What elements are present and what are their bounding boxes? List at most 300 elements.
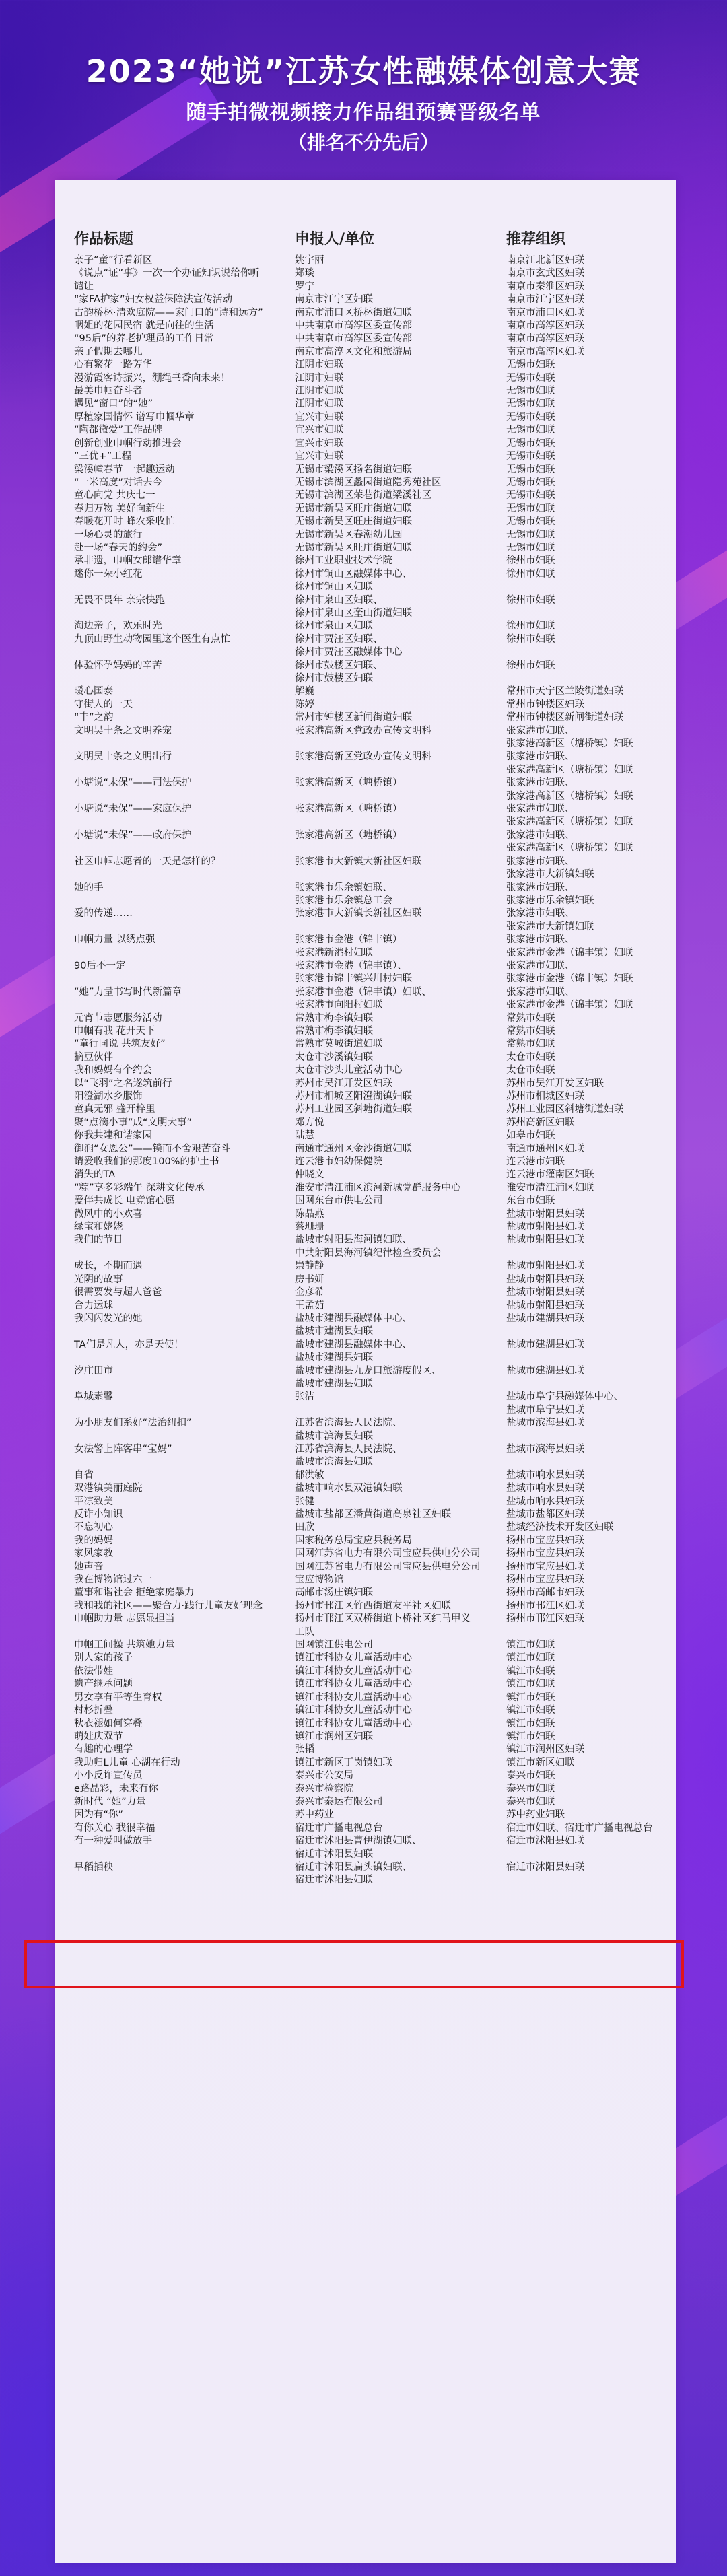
cell-title: 我闪闪发光的她: [74, 1313, 143, 1324]
cell-organization: 无锡市妇联: [506, 529, 555, 541]
cell-organization: [506, 1848, 674, 1861]
table-row: [55, 1247, 676, 1260]
table-row: [55, 568, 676, 581]
cell-applicant: 徐州市泉山区妇联: [295, 621, 373, 632]
table-row: [55, 660, 676, 672]
table-row: [55, 1508, 676, 1521]
cell-applicant: [295, 868, 506, 881]
table-row: [55, 1117, 676, 1129]
cell-applicant: 泰兴市公安局: [295, 1770, 353, 1782]
cell-title: 厚植家国情怀 谱写巾帼华章: [74, 411, 195, 423]
cell-organization: 苏州工业园区斜塘街道妇联: [506, 1104, 623, 1115]
table-row: [55, 1561, 676, 1574]
cell-organization: 南京市高淳区妇联: [506, 346, 584, 357]
table-row: [55, 1626, 676, 1639]
table-row: [55, 398, 676, 411]
cell-organization: 无锡市妇联: [506, 490, 555, 501]
cell-organization: 宿迁市沭阳县妇联: [506, 1836, 584, 1847]
cell-applicant: 国网镇江供电公司: [295, 1640, 373, 1651]
cell-applicant: 张家港高新区（塘桥镇）: [295, 804, 403, 815]
cell-title: “95后”的养老护理员的工作日常: [74, 333, 214, 345]
cell-title: [55, 672, 295, 685]
cell-applicant: 镇江市新区丁岗镇妇联: [295, 1757, 392, 1768]
cell-applicant: 无锡市梁溪区扬名街道妇联: [295, 464, 412, 475]
cell-organization: 宿迁市妇联、宿迁市广播电视总台: [506, 1822, 653, 1834]
cell-title: 消失的TA: [74, 1169, 116, 1181]
table-row: [55, 555, 676, 567]
cell-title: 我和妈妈有个约会: [74, 1065, 152, 1076]
cell-title: 别人家的孩子: [74, 1652, 133, 1664]
cell-organization: 太仓市妇联: [506, 1065, 555, 1076]
cell-applicant: 江阴市妇联: [295, 398, 344, 410]
cell-title: 你我共建和谐家园: [74, 1130, 152, 1142]
table-row: [55, 751, 676, 763]
table-row: [55, 385, 676, 398]
cell-organization: 无锡市妇联: [506, 438, 555, 449]
table-row: [55, 281, 676, 293]
cell-title: 因为有“你”: [74, 1809, 124, 1821]
cell-organization: 连云港市妇联: [506, 1156, 565, 1168]
cell-organization: 张家港高新区（塘桥镇）妇联: [506, 816, 633, 828]
table-row: [55, 1692, 676, 1704]
table-row: [55, 424, 676, 437]
cell-applicant: 泰兴市检察院: [295, 1783, 353, 1795]
cell-title: 我们的节日: [74, 1234, 123, 1246]
cell-organization: 盐城市阜宁县融媒体中心、: [506, 1391, 623, 1403]
cell-title: [55, 999, 295, 1012]
cell-organization: 张家港市妇联、: [506, 986, 575, 998]
cell-applicant: 南通市通州区金沙街道妇联: [295, 1143, 412, 1154]
cell-organization: 苏中药业妇联: [506, 1809, 565, 1821]
cell-applicant: 中共射阳县海河镇纪律检查委员会: [295, 1247, 442, 1259]
cell-title: 村杉折叠: [74, 1705, 113, 1716]
cell-applicant: 高邮市汤庄镇妇联: [295, 1587, 373, 1599]
cell-title: [55, 973, 295, 985]
table-row: [55, 1718, 676, 1731]
cell-organization: 徐州市妇联: [506, 568, 555, 580]
cell-title: 新时代 “她”力量: [74, 1796, 146, 1807]
table-row: [55, 1417, 676, 1430]
cell-applicant: 镇江市科协女儿童活动中心: [295, 1652, 412, 1664]
table-row: [55, 1391, 676, 1403]
table-row: [55, 934, 676, 946]
table-row: [55, 1313, 676, 1325]
cell-title: 小塘说“未保”——司法保护: [74, 777, 192, 789]
cell-applicant: 张家港新港村妇联: [295, 947, 373, 959]
cell-organization: 张家港市大新镇妇联: [506, 921, 594, 932]
cell-organization: 徐州市妇联: [506, 555, 555, 567]
cell-applicant: 镇江市科协女儿童活动中心: [295, 1705, 412, 1716]
cell-applicant: [295, 738, 506, 751]
table-row: [55, 1078, 676, 1090]
cell-applicant: [295, 790, 506, 803]
cell-organization: [506, 646, 674, 659]
table-row: [55, 1496, 676, 1508]
cell-organization: 镇江市妇联: [506, 1679, 555, 1690]
cell-organization: 扬州市宝应县妇联: [506, 1548, 584, 1560]
cell-applicant: 张家港市向阳村妇联: [295, 1000, 383, 1011]
cell-title: 爱伴共成长 电竞馆心愿: [74, 1195, 175, 1207]
cell-organization: 盐城市射阳县妇联: [506, 1300, 584, 1311]
table-row: [55, 1064, 676, 1077]
cell-title: 迷你一朵小红花: [74, 568, 143, 580]
table-row: [55, 1169, 676, 1181]
table-row: [55, 464, 676, 477]
cell-organization: 张家港市妇联、: [506, 725, 575, 736]
cell-title: 为小朋友们系好“法治纽扣”: [74, 1418, 192, 1429]
cell-title: “童行同说 共筑友好”: [74, 1039, 166, 1050]
table-row: [55, 1195, 676, 1208]
cell-applicant: 无锡市新吴区旺庄街道妇联: [295, 516, 412, 528]
cell-title: 很需要发与超人爸爸: [74, 1287, 162, 1298]
cell-applicant: 盐城市建湖县融媒体中心、: [295, 1313, 412, 1324]
cell-applicant: 姚宇丽: [295, 255, 324, 266]
cell-applicant: 徐州市鼓楼区妇联: [295, 673, 373, 684]
table-row: [55, 711, 676, 724]
table-row: [55, 1221, 676, 1234]
cell-organization: 盐城市射阳县妇联: [506, 1261, 584, 1272]
table-row: [55, 895, 676, 907]
cell-title: 巾帼工间操 共筑她力量: [74, 1640, 175, 1651]
table-row: [55, 1325, 676, 1338]
cell-applicant: 张家港市乐余镇总工会: [295, 895, 392, 906]
cell-title: 有趣的心理学: [74, 1744, 133, 1755]
table-row: [55, 1038, 676, 1051]
cell-applicant: 扬州市邗江区双桥街道卜桥社区红马甲义: [295, 1613, 471, 1625]
cell-organization: 盐城市建湖县妇联: [506, 1313, 584, 1324]
cell-applicant: 南京市高淳区文化和旅游局: [295, 346, 412, 357]
cell-title: [55, 1404, 295, 1417]
table-row: [55, 1469, 676, 1482]
table-row: [55, 542, 676, 555]
table-row: [55, 620, 676, 633]
table-row: [55, 764, 676, 777]
cell-applicant: 常熟市梅李镇妇联: [295, 1025, 373, 1037]
cell-organization: 盐城市射阳县妇联: [506, 1287, 584, 1298]
cell-title: “三优+”工程: [74, 451, 132, 462]
cell-title: [55, 607, 295, 620]
table-row: [55, 1639, 676, 1652]
cell-title: 她的手: [74, 882, 104, 893]
table-row: [55, 1143, 676, 1156]
cell-organization: 镇江市妇联: [506, 1705, 555, 1716]
cell-title: 我和我的社区——聚合力·践行儿童友好理念: [74, 1600, 263, 1611]
table-row: [55, 359, 676, 372]
cell-title: 遇见“窗口”的“她”: [74, 398, 153, 410]
cell-applicant: 工队: [295, 1626, 314, 1638]
cell-applicant: 苏中药业: [295, 1809, 334, 1821]
cell-organization: 扬州市宝应县妇联: [506, 1574, 584, 1586]
cell-applicant: 徐州市铜山区妇联: [295, 582, 373, 593]
cell-title: [55, 868, 295, 881]
cell-title: 董事和谐社会 拒绝家庭暴力: [74, 1587, 195, 1599]
table-row: [55, 307, 676, 320]
table-row: [55, 1286, 676, 1299]
cell-title: [55, 646, 295, 659]
cell-organization: 常州市钟楼区妇联: [506, 699, 584, 710]
table-row: [55, 1861, 676, 1874]
table-row: [55, 1025, 676, 1038]
cell-organization: [506, 1247, 674, 1260]
cell-organization: 苏州高新区妇联: [506, 1117, 575, 1128]
cell-applicant: 张家港市金港（锦丰镇）妇联、: [295, 986, 431, 998]
cell-title: 我的妈妈: [74, 1535, 113, 1546]
cell-applicant: 盐城市建湖县妇联: [295, 1378, 373, 1389]
table-row: [55, 1822, 676, 1835]
cell-applicant: 仲晓文: [295, 1169, 324, 1181]
page-title: 2023“她说”江苏女性融媒体创意大赛: [85, 53, 642, 90]
table-body: [55, 254, 676, 1887]
cell-organization: 南京市玄武区妇联: [506, 268, 584, 279]
cell-applicant: 连云港市妇幼保健院: [295, 1156, 383, 1168]
cell-title: “陶都微爱”工作品牌: [74, 425, 163, 436]
table-row: [55, 529, 676, 542]
cell-title: e路晶彩，未来有你: [74, 1783, 158, 1795]
cell-organization: 徐州市妇联: [506, 594, 555, 606]
cell-applicant: 国网江苏省电力有限公司宝应县供电分公司: [295, 1561, 481, 1572]
cell-title: [55, 1848, 295, 1861]
cell-organization: 张家港高新区（塘桥镇）妇联: [506, 764, 633, 775]
table-row: [55, 1704, 676, 1717]
table-row: [55, 960, 676, 973]
table-row: [55, 411, 676, 424]
table-row: [55, 999, 676, 1012]
cell-organization: 常熟市妇联: [506, 1025, 555, 1037]
cell-title: [55, 581, 295, 594]
cell-title: 有你关心 我很幸福: [74, 1822, 155, 1834]
cell-applicant: 房书妍: [295, 1274, 324, 1285]
cell-applicant: 张家港高新区（塘桥镇）: [295, 777, 403, 789]
table-row: [55, 1012, 676, 1025]
results-table: [55, 180, 676, 2563]
cell-organization: 盐城市响水县妇联: [506, 1469, 584, 1481]
cell-title: 小塘说“未保”——家庭保护: [74, 804, 192, 815]
cell-applicant: 国网东台市供电公司: [295, 1195, 383, 1207]
column-header-applicant: 申报人/单位: [295, 231, 375, 248]
cell-title: 巾帼有我 花开天下: [74, 1025, 155, 1037]
cell-organization: 常熟市妇联: [506, 1039, 555, 1050]
cell-organization: 徐州市妇联: [506, 660, 555, 671]
cell-organization: 盐城市响水县妇联: [506, 1496, 584, 1507]
table-row: [55, 1678, 676, 1691]
cell-applicant: 宿迁市沭阳县妇联: [295, 1848, 373, 1860]
cell-organization: 南通市通州区妇联: [506, 1143, 584, 1154]
cell-title: 平凉致美: [74, 1496, 113, 1507]
cell-organization: 南京江北新区妇联: [506, 255, 584, 266]
cell-applicant: [295, 764, 506, 777]
table-row: [55, 1129, 676, 1142]
cell-title: 小小反诈宣传员: [74, 1770, 143, 1782]
column-header-title: 作品标题: [74, 231, 134, 248]
cell-organization: 苏州市相城区妇联: [506, 1091, 584, 1102]
cell-organization: 扬州市宝应县妇联: [506, 1535, 584, 1546]
cell-organization: 如皋市妇联: [506, 1130, 555, 1142]
cell-title: 创新创业巾帼行动推进会: [74, 438, 182, 449]
cell-applicant: 张家港高新区党政办宣传文明科: [295, 725, 431, 736]
cell-title: [55, 1378, 295, 1391]
table-row: [55, 450, 676, 463]
table-row: [55, 1809, 676, 1821]
cell-title: 一场心灵的旅行: [74, 529, 143, 541]
cell-organization: 东台市妇联: [506, 1195, 555, 1207]
cell-applicant: [295, 816, 506, 829]
cell-title: TA们是凡人，亦是天使！: [74, 1339, 184, 1350]
cell-applicant: 宿迁市沭阳县扁头镇妇联、: [295, 1861, 412, 1873]
table-row: [55, 1274, 676, 1286]
cell-title: 自省: [74, 1469, 94, 1481]
cell-organization: 张家港市妇联、: [506, 804, 575, 815]
cell-organization: 盐城市射阳县妇联: [506, 1222, 584, 1233]
cell-title: 微风中的小欢喜: [74, 1208, 143, 1220]
cell-applicant: 国网江苏省电力有限公司宝应县供电分公司: [295, 1548, 481, 1560]
cell-title: 无畏不畏年 亲宗快跑: [74, 594, 166, 606]
cell-applicant: 中共南京市高淳区委宣传部: [295, 320, 412, 332]
cell-applicant: [295, 842, 506, 855]
cell-title: 春归万物 美好向新生: [74, 503, 166, 514]
cell-organization: 镇江市润州区妇联: [506, 1744, 584, 1755]
cell-applicant: 无锡市新吴区春潮幼儿园: [295, 529, 403, 541]
cell-organization: 常州市钟楼区新闸街道妇联: [506, 712, 623, 724]
cell-applicant: 邓方悦: [295, 1117, 324, 1128]
table-row: [55, 842, 676, 855]
cell-organization: 宿迁市沭阳县妇联: [506, 1861, 584, 1873]
table-row: [55, 477, 676, 489]
cell-organization: 张家港市妇联、: [506, 751, 575, 763]
table-row: [55, 829, 676, 842]
cell-organization: 张家港高新区（塘桥镇）妇联: [506, 843, 633, 854]
cell-title: 女法警上阵客串“宝妈”: [74, 1443, 172, 1455]
table-row: [55, 1260, 676, 1273]
table-row: [55, 1300, 676, 1313]
table-row: [55, 1182, 676, 1195]
cell-title: [55, 1874, 295, 1887]
cell-title: 阳澄湖水乡服饰: [74, 1091, 143, 1102]
cell-organization: 张家港市妇联、: [506, 829, 575, 841]
cell-applicant: 盐城市响水县双港镇妇联: [295, 1483, 403, 1494]
cell-title: “粽”享多彩端午 深耕文化传承: [74, 1182, 205, 1193]
cell-title: [55, 816, 295, 829]
cell-title: 遗产继承问题: [74, 1679, 133, 1690]
table-row: [55, 1613, 676, 1626]
cell-organization: 无锡市妇联: [506, 411, 555, 423]
cell-organization: 盐城市响水县妇联: [506, 1483, 584, 1494]
cell-applicant: 宜兴市妇联: [295, 438, 344, 449]
cell-applicant: 徐州市铜山区融媒体中心、: [295, 568, 412, 580]
cell-applicant: 张家港市锦丰镇兴川村妇联: [295, 973, 412, 985]
cell-organization: 张家港市金港（锦丰镇）妇联: [506, 947, 633, 959]
cell-title: 聚“点滴小事”成“文明大事”: [74, 1117, 193, 1128]
cell-applicant: 太仓市沙溪镇妇联: [295, 1051, 373, 1063]
cell-applicant: 张洁: [295, 1391, 314, 1403]
cell-title: 童心向党 共庆七一: [74, 490, 155, 501]
table-row: [55, 856, 676, 868]
cell-organization: 张家港市妇联、: [506, 960, 575, 971]
table-row: [55, 699, 676, 711]
table-row: [55, 1103, 676, 1116]
cell-title: 心有繁花一路芳华: [74, 359, 152, 371]
cell-title: 亲子“童”行看新区: [74, 255, 153, 266]
cell-applicant: 无锡市新吴区旺庄街道妇联: [295, 503, 412, 514]
cell-organization: 盐城市盐都区妇联: [506, 1509, 584, 1520]
cell-applicant: 江苏省滨海县人民法院、: [295, 1443, 403, 1455]
table-row: [55, 516, 676, 528]
cell-title: 双港镇美丽庭院: [74, 1483, 143, 1494]
cell-applicant: 盐城市射阳县海河镇妇联、: [295, 1234, 412, 1246]
cell-title: 元宵节志愿服务活动: [74, 1012, 162, 1024]
cell-title: 萌娃庆双节: [74, 1731, 123, 1742]
table-row: [55, 254, 676, 267]
table-row: [55, 1443, 676, 1456]
cell-title: 淘边亲子，欢乐时光: [74, 621, 162, 632]
cell-organization: 张家港市金港（锦丰镇）妇联: [506, 1000, 633, 1011]
page-subtitle: 随手拍微视频接力作品组预赛晋级名单: [186, 101, 541, 125]
table-row: [55, 1208, 676, 1221]
cell-title: 漫游霞客诗振兴，绷绳书香向未来！: [74, 372, 230, 384]
cell-organization: 南京市江宁区妇联: [506, 294, 584, 306]
table-row: [55, 267, 676, 280]
cell-applicant: 镇江市科协女儿童活动中心: [295, 1665, 412, 1677]
table-row: [55, 816, 676, 829]
cell-title: 体验怀孕妈妈的辛苦: [74, 660, 162, 671]
table-row: [55, 947, 676, 960]
table-row: [55, 1848, 676, 1861]
cell-organization: 无锡市妇联: [506, 516, 555, 528]
cell-applicant: 郑琰: [295, 268, 314, 279]
cell-organization: [506, 1352, 674, 1364]
cell-title: 童真无邪 盛开梓里: [74, 1104, 155, 1115]
cell-applicant: 苏州市相城区阳澄湖镇妇联: [295, 1091, 412, 1102]
cell-organization: 无锡市妇联: [506, 425, 555, 436]
cell-organization: 张家港市妇联、: [506, 856, 575, 867]
table-row: [55, 685, 676, 698]
table-row: [55, 921, 676, 934]
table-row: [55, 438, 676, 450]
cell-applicant: 泰兴市泰运有限公司: [295, 1796, 383, 1807]
table-row: [55, 1731, 676, 1743]
cell-organization: 常熟市妇联: [506, 1012, 555, 1024]
cell-applicant: 张韬: [295, 1744, 314, 1755]
cell-applicant: 盐城市滨海县妇联: [295, 1430, 373, 1442]
cell-organization: 泰兴市妇联: [506, 1783, 555, 1795]
cell-organization: 淮安市清江浦区妇联: [506, 1182, 594, 1193]
cell-organization: 盐城市射阳县妇联: [506, 1234, 584, 1246]
cell-organization: 镇江市新区妇联: [506, 1757, 575, 1768]
cell-organization: 太仓市妇联: [506, 1051, 555, 1063]
table-row: [55, 320, 676, 333]
table-row: [55, 503, 676, 516]
cell-applicant: 常熟市莫城街道妇联: [295, 1039, 383, 1050]
cell-title: 暖心国泰: [74, 686, 113, 697]
cell-title: 梁溪幢春节 一起趣运动: [74, 464, 175, 475]
highlight-box: [24, 1940, 684, 1988]
table-row: [55, 1835, 676, 1848]
cell-applicant: 常熟市梅李镇妇联: [295, 1012, 373, 1024]
cell-organization: [506, 581, 674, 594]
cell-organization: [506, 1626, 674, 1639]
cell-applicant: 徐州工业职业技术学院: [295, 555, 392, 567]
cell-applicant: 张健: [295, 1496, 314, 1507]
cell-title: 摘豆伙伴: [74, 1051, 113, 1063]
cell-organization: 张家港市大新镇妇联: [506, 869, 594, 880]
table-row: [55, 882, 676, 895]
cell-organization: 张家港市金港（锦丰镇）妇联: [506, 973, 633, 985]
cell-organization: 张家港市妇联、: [506, 882, 575, 893]
table-row: [55, 1456, 676, 1469]
cell-organization: 镇江市妇联: [506, 1731, 555, 1742]
cell-title: 承非遗，巾帼女郎谱华章: [74, 555, 182, 567]
cell-title: 赴一场“春天的约会”: [74, 542, 163, 553]
cell-applicant: 太仓市沙头儿童活动中心: [295, 1065, 403, 1076]
